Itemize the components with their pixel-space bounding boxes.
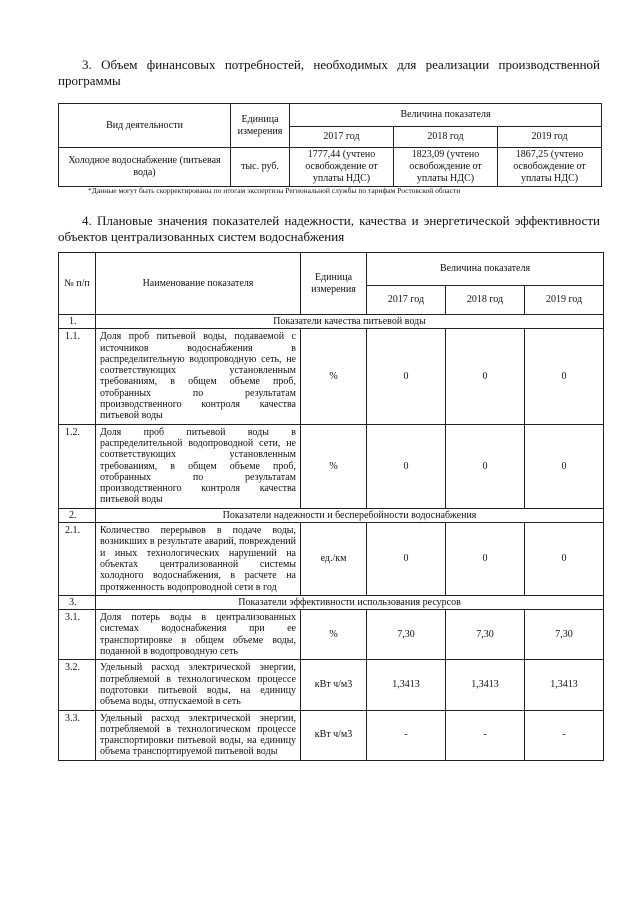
value-cell: 0 (446, 329, 525, 424)
value-cell: 1,3413 (446, 660, 525, 710)
indicator-name: Доля проб питьевой воды в распределительной водопроводной сети, не соответствующих установленным требованиям, в общем объеме проб, отобранных по результатам производственного контроля качества питьевой воды (96, 424, 301, 508)
row-number: 2.1. (59, 523, 96, 596)
unit-cell: % (301, 610, 367, 660)
unit-cell: кВт ч/м3 (301, 660, 367, 710)
value-cell: 0 (525, 523, 604, 596)
value-cell: 0 (367, 424, 446, 508)
value-cell: 0 (525, 329, 604, 424)
value-cell: 1777,44 (учтено освобождение от уплаты НДС) (290, 148, 394, 187)
row-number: 3.3. (59, 710, 96, 760)
value-cell: - (367, 710, 446, 760)
value-cell: 0 (446, 424, 525, 508)
value-cell: 1823,09 (учтено освобождение от уплаты НДС) (394, 148, 498, 187)
section-title: Показатели эффективности использования ресурсов (96, 595, 604, 609)
value-cell: 7,30 (525, 610, 604, 660)
unit-cell: тыс. руб. (231, 148, 290, 187)
header-year: 2017 год (290, 127, 394, 148)
row-number: 2. (59, 508, 96, 522)
indicator-name: Доля потерь воды в централизованных системах водоснабжения при ее транспортировке в общем объеме воды, поданной в водопроводную сеть (96, 610, 301, 660)
indicator-name: Доля проб питьевой воды, подаваемой с источников водоснабжения в распределительную водопроводную сеть, не соответствующих установленным требованиям, в общем объеме проб, отобранных по результатам производственного контроля качества питьевой воды (96, 329, 301, 424)
table-row (59, 424, 604, 508)
unit-cell: кВт ч/м3 (301, 710, 367, 760)
activity-cell: Холодное водоснабжение (питьевая вода) (59, 148, 231, 187)
value-cell: 7,30 (367, 610, 446, 660)
section-row (59, 595, 604, 609)
section-row (59, 315, 604, 329)
section-title: Показатели надежности и бесперебойности водоснабжения (96, 508, 604, 522)
indicators-table (58, 252, 604, 761)
header-year: 2017 год (367, 286, 446, 315)
unit-cell: ед./км (301, 523, 367, 596)
value-cell: 1,3413 (525, 660, 604, 710)
header-year: 2019 год (525, 286, 604, 315)
header-year: 2018 год (446, 286, 525, 315)
value-cell: 0 (367, 523, 446, 596)
header-value: Величина показателя (290, 104, 602, 127)
header-num: № п/п (59, 253, 96, 315)
header-unit: Единица измерения (231, 104, 290, 148)
row-number: 1.2. (59, 424, 96, 508)
table-row (59, 710, 604, 760)
table-row (59, 523, 604, 596)
row-number: 3.2. (59, 660, 96, 710)
row-number: 1. (59, 315, 96, 329)
value-cell: 0 (446, 523, 525, 596)
indicator-name: Удельный расход электрической энергии, потребляемой в технологическом процессе подготовки питьевой воды, на единицу объема воды, отпускаемой в сеть (96, 660, 301, 710)
footnote: *Данные могут быть скорректированы по итогам экспертизы Региональной службы по тарифам Ростовской области (88, 186, 461, 195)
header-activity: Вид деятельности (59, 104, 231, 148)
header-year: 2018 год (394, 127, 498, 148)
value-cell: 0 (525, 424, 604, 508)
row-number: 3.1. (59, 610, 96, 660)
value-cell: - (525, 710, 604, 760)
table-row (59, 660, 604, 710)
header-year: 2019 год (498, 127, 602, 148)
section-title: Показатели качества питьевой воды (96, 315, 604, 329)
indicator-name: Удельный расход электрической энергии, потребляемой в технологическом процессе транспортировки питьевой воды, на единицу объема транспортируемой питьевой воды (96, 710, 301, 760)
section-row (59, 508, 604, 522)
table-row (59, 329, 604, 424)
table-row (59, 148, 602, 187)
section4-heading: 4. Плановые значения показателей надежности, качества и энергетической эффективности объектов централизованных систем водоснабжения (58, 213, 600, 244)
financial-needs-table (58, 103, 602, 187)
value-cell: 0 (367, 329, 446, 424)
section3-heading: 3. Объем финансовых потребностей, необходимых для реализации производственной программы (58, 57, 600, 88)
unit-cell: % (301, 329, 367, 424)
header-value: Величина показателя (367, 253, 604, 286)
indicator-name: Количество перерывов в подаче воды, возникших в результате аварий, повреждений и иных технологических нарушений на объектах централизованной системы холодного водоснабжения, в расчете на протяженность водопроводной сети в год (96, 523, 301, 596)
row-number: 3. (59, 595, 96, 609)
header-unit: Единица измерения (301, 253, 367, 315)
unit-cell: % (301, 424, 367, 508)
value-cell: 1,3413 (367, 660, 446, 710)
value-cell: 1867,25 (учтено освобождение от уплаты НДС) (498, 148, 602, 187)
value-cell: 7,30 (446, 610, 525, 660)
row-number: 1.1. (59, 329, 96, 424)
header-name: Наименование показателя (96, 253, 301, 315)
table-row (59, 610, 604, 660)
value-cell: - (446, 710, 525, 760)
